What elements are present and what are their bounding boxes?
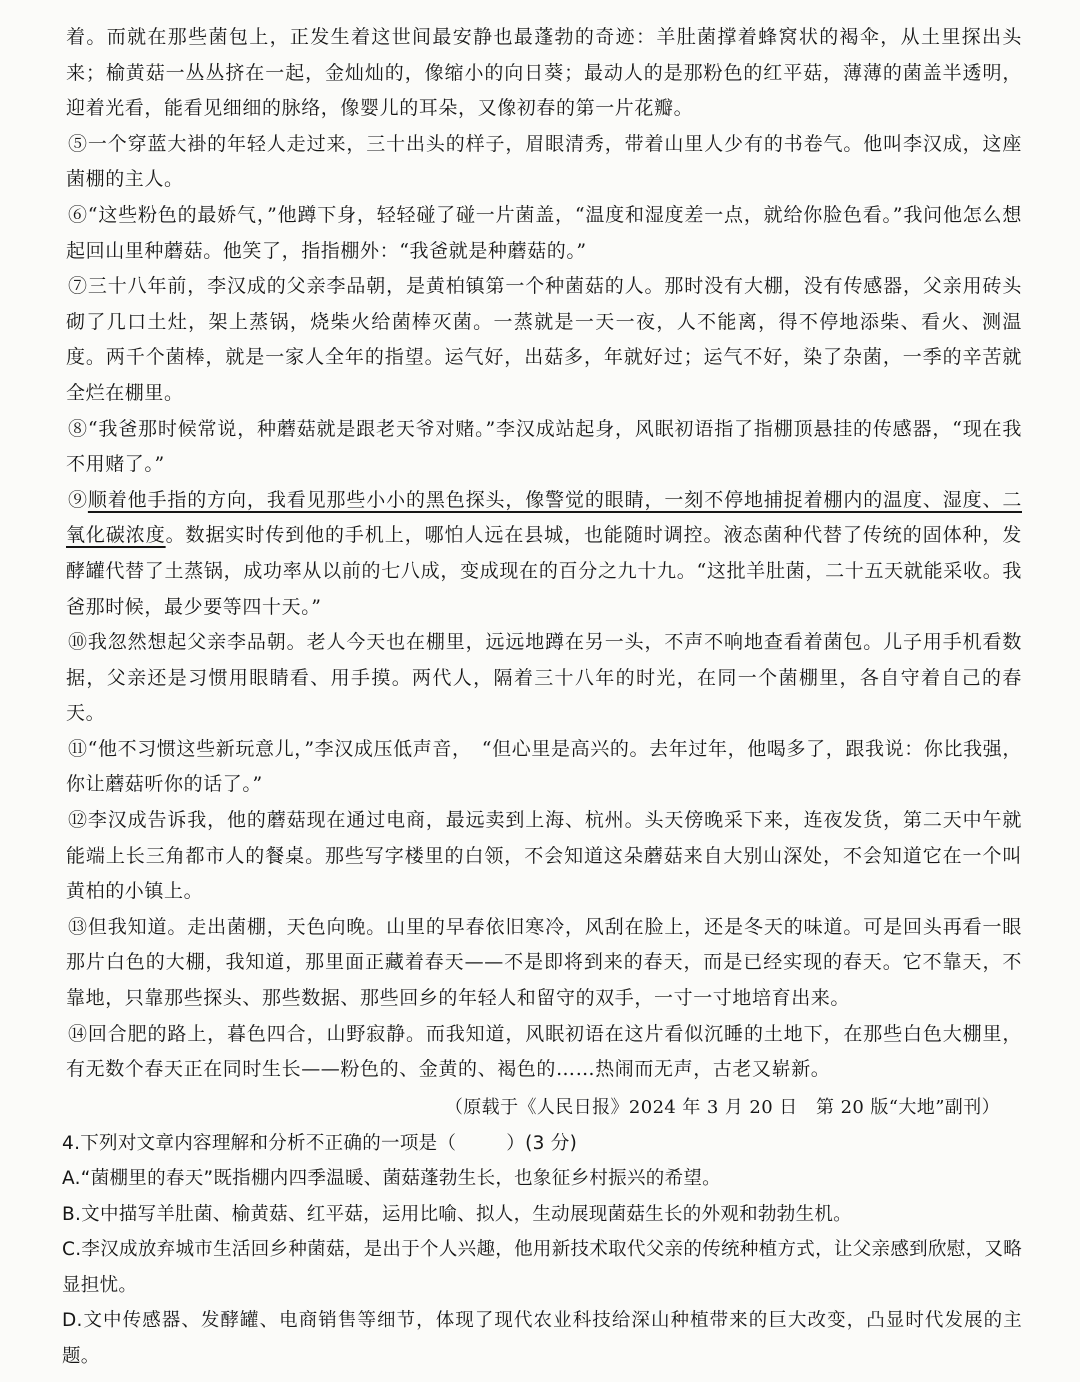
paragraph-continued: 着。而就在那些菌包上，正发生着这世间最安静也最蓬勃的奇迹：羊肚菌撑着蜂窝状的褐伞，从土里探出头来；榆黄菇一丛丛挤在一起，金灿灿的，像缩小的向日葵；最动人的是那粉色的红平菇，薄薄的菌盖半透明，迎着光看，能看见细细的脉络，像婴儿的耳朵，又像初春的第一片花瓣。: [66, 26, 1022, 120]
underlined-sentence: 顺着他手指的方向，我看见那些小小的黑色探头，像警觉的眼睛，一刻不停地捕捉着棚内的温度、湿度、二氧化碳浓度: [66, 488, 1022, 547]
source-citation: （原载于《人民日报》2024 年 3 月 20 日 第 20 版“大地”副刊）: [444, 1096, 1000, 1118]
paragraph-9: [66, 483, 1022, 625]
paragraph-12: ⑫李汉成告诉我，他的蘑菇现在通过电商，最远卖到上海、杭州。头天傍晚采下来，连夜发货，第二天中午就能端上长三角都市人的餐桌。那些写字楼里的白领，不会知道这朵蘑菇来自大别山深处，不会知道它在一个叫黄柏的小镇上。: [66, 809, 1022, 903]
paragraph-13: ⑬但我知道。走出菌棚，天色向晚。山里的早春依旧寒冷，风刮在脸上，还是冬天的味道。可是回头再看一眼那片白色的大棚，我知道，那里面正藏着春天——不是即将到来的春天，而是已经实现的春天。它不靠天，不靠地，只靠那些探头、那些数据、那些回乡的年轻人和留守的双手，一寸一寸地培育出来。: [66, 915, 1022, 1010]
option-b: B.文中描写羊肚菌、榆黄菇、红平菇，运用比喻、拟人，生动展现菌菇生长的外观和勃勃生机。: [62, 1203, 852, 1225]
paragraph-6: ⑥“这些粉色的最娇气，”他蹲下身，轻轻碰了碰一片菌盖，“温度和湿度差一点，就给你脸色看。”我问他怎么想起回山里种蘑菇。他笑了，指指棚外：“我爸就是种蘑菇的。”: [66, 203, 1022, 262]
question-score: ）(3 分): [506, 1132, 578, 1154]
paragraph-8: ⑧“我爸那时候常说，种蘑菇就是跟老天爷对赌。”李汉成站起身，风眠初语指了指棚顶悬挂的传感器，“现在我不用赌了。”: [66, 417, 1022, 476]
paragraph-9-rest: 。数据实时传到他的手机上，哪怕人远在县城，也能随时调控。液态菌种代替了传统的固体种，发酵罐代替了土蒸锅，成功率从以前的七八成，变成现在的百分之九十九。“这批羊肚菌，二十五天就能采收。我爸那时候，最少要等四十天。”: [66, 524, 1022, 618]
paragraph-7: ⑦三十八年前，李汉成的父亲李品朝，是黄柏镇第一个种菌菇的人。那时没有大棚，没有传感器，父亲用砖头砌了几口土灶，架上蒸锅，烧柴火给菌棒灭菌。一蒸就是一天一夜，人不能离，得不停地添柴、看火、测温度。两千个菌棒，就是一家人全年的指望。运气好，出菇多，年就好过；运气不好，染了杂菌，一季的辛苦就全烂在棚里。: [66, 275, 1022, 404]
paragraph-9-number: ⑨: [68, 488, 88, 511]
question-stem-text: 4.下列对文章内容理解和分析不正确的一项是（: [62, 1132, 457, 1154]
paragraph-11: ⑪“他不习惯这些新玩意儿，”李汉成压低声音， “但心里是高兴的。去年过年，他喝多了，跟我说：你比我强，你让蘑菇听你的话了。”: [66, 737, 1022, 796]
question-stem: [62, 1126, 1022, 1162]
option-a: A.“菌棚里的春天”既指棚内四季温暖、菌菇蓬勃生长，也象征乡村振兴的希望。: [62, 1168, 721, 1190]
paragraph-5: ⑤一个穿蓝大褂的年轻人走过来，三十出头的样子，眉眼清秀，带着山里人少有的书卷气。他叫李汉成，这座菌棚的主人。: [66, 132, 1022, 191]
option-d: D.文中传感器、发酵罐、电商销售等细节，体现了现代农业科技给深山种植带来的巨大改变，凸显时代发展的主题。: [62, 1310, 1022, 1367]
option-c: C.李汉成放弃城市生活回乡种菌菇，是出于个人兴趣，他用新技术取代父亲的传统种植方式，让父亲感到欣慰，又略显担忧。: [62, 1239, 1022, 1296]
paragraph-14: ⑭回合肥的路上，暮色四合，山野寂静。而我知道，风眠初语在这片看似沉睡的土地下，在那些白色大棚里，有无数个春天正在同时生长——粉色的、金黄的、褐色的……热闹而无声，古老又崭新。: [66, 1022, 1022, 1081]
paragraph-10: ⑩我忽然想起父亲李品朝。老人今天也在棚里，远远地蹲在另一头，不声不响地查看着菌包。儿子用手机看数据，父亲还是习惯用眼睛看、用手摸。两代人，隔着三十八年的时光，在同一个菌棚里，各自守着自己的春天。: [66, 631, 1022, 725]
